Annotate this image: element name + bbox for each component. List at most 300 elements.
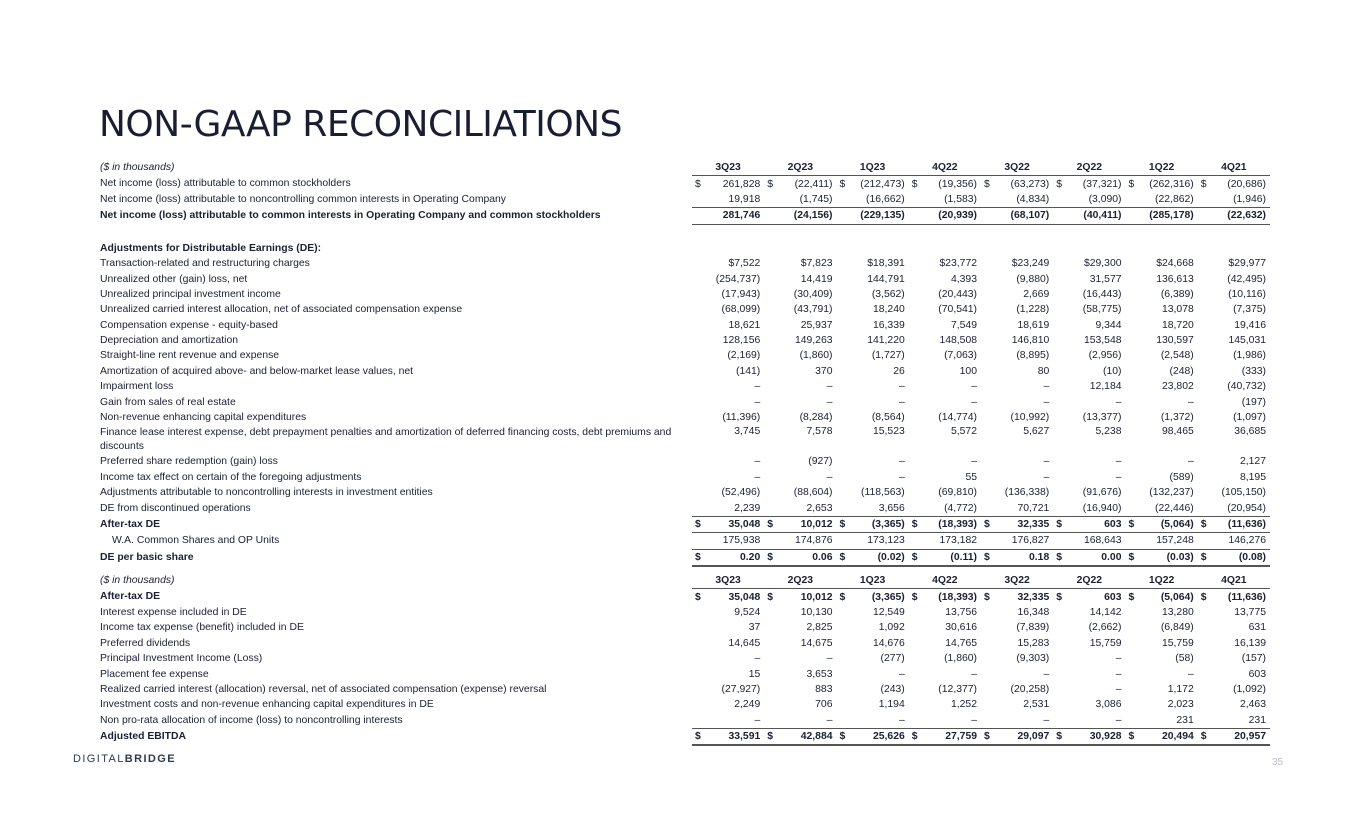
value-cell (837, 208, 909, 224)
value: (18,393) (938, 519, 977, 530)
value-cell (1198, 410, 1270, 425)
value: 18,619 (1017, 319, 1050, 331)
value: (22,446) (1155, 502, 1194, 514)
value: 30,928 (1089, 731, 1122, 743)
value: – (1115, 396, 1122, 408)
value: 18,621 (728, 319, 761, 331)
value: 14,419 (800, 273, 833, 285)
value-cell (1126, 302, 1198, 317)
empty-cell (692, 241, 764, 256)
value: 15 (748, 668, 761, 680)
value-cell (981, 208, 1053, 224)
value: 231 (1248, 714, 1266, 726)
value: 14,765 (945, 637, 977, 649)
row-label: Adjustments attributable to noncontrolling interests in investment entities (100, 487, 433, 499)
value-cell (1053, 636, 1125, 651)
value-cell (764, 287, 836, 302)
value-cell (1126, 208, 1198, 224)
value: 2,531 (1023, 699, 1050, 711)
value: (6,849) (1160, 622, 1194, 634)
value-cell (1198, 364, 1270, 379)
value-cell (1053, 620, 1125, 635)
value: (157) (1241, 653, 1266, 665)
period-header: 2Q23 (764, 573, 836, 589)
value-cell (981, 425, 1053, 454)
value: (68,107) (1010, 210, 1050, 222)
value: – (898, 668, 905, 680)
value: (1,097) (1233, 412, 1266, 424)
value-cell (837, 348, 909, 363)
value-cell (909, 287, 981, 302)
value-cell (837, 549, 909, 566)
value: (0.03) (1166, 551, 1194, 563)
value: $23,772 (939, 258, 977, 270)
value: 1,252 (950, 699, 977, 711)
value-cell (692, 287, 764, 302)
value-cell (692, 651, 764, 666)
value: (9,303) (1016, 653, 1050, 665)
dollar-sign: $ (984, 519, 990, 530)
value-cell (1126, 318, 1198, 333)
value-cell (981, 636, 1053, 651)
value-cell (909, 549, 981, 566)
dollar-sign: $ (695, 178, 701, 190)
table-row (98, 176, 1270, 192)
adjusted-ebitda-row (98, 728, 1270, 745)
value: 25,937 (800, 319, 833, 331)
value-cell (981, 271, 1053, 286)
value-cell (1198, 192, 1270, 208)
row-label: DE from discontinued operations (100, 502, 251, 514)
dollar-sign: $ (767, 591, 774, 603)
value: 33,591 (728, 731, 761, 743)
value-cell (1126, 682, 1198, 697)
value: (22,411) (794, 178, 833, 190)
value-cell (764, 192, 836, 208)
value: (7,375) (1233, 304, 1266, 316)
value-cell (909, 271, 981, 286)
value-cell (981, 485, 1053, 500)
value: 145,031 (1228, 335, 1266, 347)
table-row (98, 364, 1270, 379)
value-cell (981, 533, 1053, 549)
value-cell (981, 410, 1053, 425)
value-cell (837, 318, 909, 333)
value: (4,772) (944, 502, 977, 514)
value-cell (1126, 364, 1198, 379)
value-cell (837, 333, 909, 348)
value-cell (909, 605, 981, 620)
value-cell (764, 348, 836, 363)
value: – (826, 396, 833, 408)
value-cell (764, 256, 836, 271)
value-cell (764, 651, 836, 666)
value-cell (837, 500, 909, 516)
value-cell (1198, 394, 1270, 409)
row-label: Unrealized other (gain) loss, net (100, 273, 248, 285)
value: 149,263 (794, 335, 833, 347)
value-cell (909, 348, 981, 363)
value-cell (1198, 333, 1270, 348)
value: 2,825 (806, 622, 833, 634)
value: (10) (1103, 365, 1122, 377)
spacer-row (98, 224, 1270, 241)
dollar-sign: $ (1128, 591, 1135, 603)
dollar-sign: $ (1056, 178, 1063, 190)
value-cell (1198, 287, 1270, 302)
value: 19,416 (1234, 319, 1266, 331)
value: 20,494 (1161, 731, 1194, 743)
header-row (98, 160, 1270, 176)
value: (8,895) (1016, 350, 1050, 362)
value-cell (981, 302, 1053, 317)
period-header: 4Q22 (909, 573, 981, 589)
value-cell (1198, 425, 1270, 454)
row-label: Gain from sales of real estate (100, 396, 236, 408)
value-cell (1198, 379, 1270, 394)
value: (58,775) (1082, 304, 1122, 316)
value-cell (1053, 176, 1125, 192)
value: (43,791) (793, 304, 833, 316)
value-cell (1198, 500, 1270, 516)
value-cell (692, 549, 764, 566)
value: 20,957 (1234, 731, 1266, 743)
value: 7,549 (950, 319, 977, 331)
value: 168,643 (1083, 535, 1122, 547)
value-cell (837, 713, 909, 729)
value: – (826, 471, 833, 483)
value-cell (1053, 485, 1125, 500)
value: 146,810 (1011, 335, 1050, 347)
value: 231 (1176, 714, 1194, 726)
table-row (98, 302, 1270, 317)
value-cell (1198, 636, 1270, 651)
value: 12,184 (1089, 381, 1122, 393)
value-cell (1198, 318, 1270, 333)
value-cell (764, 682, 836, 697)
value-cell (1198, 713, 1270, 729)
value: (11,636) (1227, 591, 1266, 603)
period-header: 1Q22 (1126, 160, 1198, 176)
period-header: 3Q22 (981, 160, 1053, 176)
value-cell (1053, 410, 1125, 425)
value-cell (1053, 208, 1125, 224)
value-cell (764, 533, 836, 549)
value: – (754, 471, 761, 483)
empty-cell (837, 241, 909, 256)
dollar-sign: $ (839, 551, 846, 563)
value: 2,127 (1239, 456, 1266, 468)
value-cell (909, 470, 981, 485)
distributable-earnings-table (98, 160, 1270, 567)
value: (3,365) (871, 519, 905, 530)
period-header: 2Q22 (1053, 573, 1125, 589)
table-row (98, 425, 1270, 454)
value-cell (1198, 682, 1270, 697)
value: (141) (735, 365, 761, 377)
period-header: 4Q21 (1198, 160, 1270, 176)
value-cell (1126, 454, 1198, 469)
value-cell (764, 410, 836, 425)
value: 174,876 (794, 535, 833, 547)
period-header: 3Q23 (692, 160, 764, 176)
value: 0.06 (812, 551, 833, 563)
value: 14,645 (728, 637, 761, 649)
value-cell (837, 410, 909, 425)
row-label: Impairment loss (100, 381, 174, 393)
dollar-sign: $ (839, 519, 846, 530)
value: (1,745) (799, 193, 833, 205)
dollar-sign: $ (984, 178, 990, 190)
value-cell (909, 620, 981, 635)
dollar-sign: $ (984, 591, 990, 603)
value-cell (692, 533, 764, 549)
value-cell (909, 364, 981, 379)
value-cell (692, 485, 764, 500)
value: $18,391 (867, 258, 905, 270)
value: – (898, 456, 905, 468)
table-row (98, 470, 1270, 485)
value: – (1043, 471, 1050, 483)
value: (9,880) (1016, 273, 1050, 285)
value: 16,139 (1234, 637, 1266, 649)
value: (2,169) (727, 350, 761, 362)
dollar-sign: $ (911, 519, 918, 530)
value-cell (837, 589, 909, 605)
value: 70,721 (1017, 502, 1050, 514)
value-cell (1126, 256, 1198, 271)
table-row (98, 333, 1270, 348)
value-cell (1126, 394, 1198, 409)
value: 9,344 (1095, 319, 1122, 331)
value: 1,172 (1167, 683, 1194, 695)
value: (333) (1241, 365, 1266, 377)
adjusted-ebitda-table (98, 573, 1270, 746)
value-cell (1053, 394, 1125, 409)
dollar-sign: $ (767, 178, 774, 190)
value-cell (981, 287, 1053, 302)
value-cell (1053, 192, 1125, 208)
value-cell (1126, 549, 1198, 566)
value-cell (1198, 485, 1270, 500)
value: 176,827 (1011, 535, 1050, 547)
value-cell (837, 728, 909, 745)
value-cell (1198, 470, 1270, 485)
value: 2,249 (734, 699, 761, 711)
value: – (754, 653, 761, 665)
value: 3,086 (1095, 699, 1122, 711)
value-cell (981, 192, 1053, 208)
value: (20,939) (938, 210, 977, 222)
value: (254,737) (715, 273, 761, 285)
table-row (98, 636, 1270, 651)
value: (118,563) (861, 487, 905, 499)
value: (30,409) (793, 288, 833, 300)
value-cell (909, 425, 981, 454)
value: (20,258) (1010, 683, 1050, 695)
value: (22,632) (1227, 210, 1266, 222)
value-cell (1198, 271, 1270, 286)
row-label: Interest expense included in DE (100, 606, 247, 618)
value-cell (1053, 470, 1125, 485)
value-cell (764, 364, 836, 379)
table-row (98, 682, 1270, 697)
value-cell (909, 636, 981, 651)
value-cell (837, 533, 909, 549)
page-title: NON-GAAP RECONCILIATIONS (99, 104, 622, 145)
row-label: Compensation expense - equity-based (100, 319, 278, 331)
value-cell (837, 697, 909, 712)
value: – (898, 396, 905, 408)
period-header: 4Q22 (909, 160, 981, 176)
value: 13,280 (1161, 606, 1194, 618)
value: (212,473) (860, 178, 905, 190)
value-cell (1053, 302, 1125, 317)
value-cell (1198, 208, 1270, 224)
value: (69,810) (938, 487, 977, 499)
value-cell (1053, 697, 1125, 712)
table-row (98, 379, 1270, 394)
value: – (1043, 396, 1050, 408)
value: 29,097 (1017, 731, 1050, 743)
dollar-sign: $ (984, 731, 990, 743)
value: (1,092) (1233, 683, 1266, 695)
value-cell (764, 208, 836, 224)
row-label: Transaction-related and restructuring charges (100, 258, 310, 270)
value: 603 (1104, 519, 1122, 530)
value-cell (909, 176, 981, 192)
value: (277) (880, 653, 905, 665)
value: (70,541) (938, 304, 977, 316)
value-cell (692, 454, 764, 469)
value: 4,393 (950, 273, 977, 285)
value-cell (909, 410, 981, 425)
value: – (1187, 668, 1194, 680)
value-cell (909, 333, 981, 348)
value: 100 (959, 365, 977, 377)
value-cell (692, 682, 764, 697)
value: (20,686) (1227, 178, 1266, 190)
dollar-sign: $ (1200, 731, 1207, 743)
value-cell (837, 682, 909, 697)
value-cell (1126, 176, 1198, 192)
value: (12,377) (938, 683, 977, 695)
dollar-sign: $ (1200, 519, 1207, 530)
row-label: Non pro-rata allocation of income (loss) to noncontrolling interests (100, 714, 403, 726)
value: 631 (1248, 622, 1266, 634)
value: (24,156) (793, 210, 833, 222)
value: 5,627 (1023, 426, 1050, 438)
value: 148,508 (939, 335, 977, 347)
value: (1,860) (944, 653, 977, 665)
value: 18,720 (1161, 319, 1194, 331)
value-cell (981, 500, 1053, 516)
value-cell (692, 728, 764, 745)
value-cell (1198, 348, 1270, 363)
value: (2,956) (1088, 350, 1122, 362)
value-cell (909, 589, 981, 605)
value-cell (837, 485, 909, 500)
value: (20,443) (938, 288, 977, 300)
value: 25,626 (872, 731, 905, 743)
value: – (898, 714, 905, 726)
value-cell (1126, 425, 1198, 454)
value: (6,389) (1160, 288, 1194, 300)
value: 128,156 (722, 335, 761, 347)
value: 7,578 (806, 426, 833, 438)
value-cell (981, 549, 1053, 566)
value: – (754, 396, 761, 408)
value: (5,064) (1160, 591, 1194, 603)
value: – (971, 396, 977, 408)
dollar-sign: $ (695, 519, 701, 530)
de-per-share-row (98, 549, 1270, 566)
value: 9,524 (734, 606, 761, 618)
unit-label: ($ in thousands) (100, 575, 175, 587)
value: (5,064) (1160, 519, 1194, 530)
row-label: Income tax expense (benefit) included in DE (100, 622, 304, 634)
value-cell (764, 176, 836, 192)
value: 55 (965, 471, 977, 483)
value-cell (837, 302, 909, 317)
value: (132,237) (1149, 487, 1194, 499)
period-header: 1Q23 (837, 160, 909, 176)
value: $7,522 (728, 258, 761, 270)
value-cell (1126, 713, 1198, 729)
value-cell (837, 651, 909, 666)
value-cell (837, 379, 909, 394)
value-cell (764, 636, 836, 651)
dollar-sign: $ (695, 551, 701, 563)
value: – (971, 668, 977, 680)
dollar-sign: $ (695, 591, 701, 603)
value: 14,142 (1089, 606, 1122, 618)
value-cell (981, 666, 1053, 681)
value: 13,756 (945, 606, 977, 618)
value: 883 (815, 683, 833, 695)
table-row (98, 287, 1270, 302)
value-cell (1126, 636, 1198, 651)
value-cell (692, 364, 764, 379)
value-cell (692, 379, 764, 394)
value: (8,564) (871, 412, 905, 424)
value: – (1187, 456, 1194, 468)
dollar-sign: $ (1128, 731, 1135, 743)
value: 146,276 (1228, 535, 1266, 547)
value-cell (837, 364, 909, 379)
value-cell (1053, 605, 1125, 620)
value-cell (909, 318, 981, 333)
value-cell (764, 713, 836, 729)
value: 8,195 (1239, 471, 1266, 483)
value-cell (692, 620, 764, 635)
value: (27,927) (721, 683, 761, 695)
row-label: Net income (loss) attributable to common stockholders (100, 178, 351, 190)
value-cell (909, 651, 981, 666)
period-header: 1Q23 (837, 573, 909, 589)
value-cell (1126, 485, 1198, 500)
value: 1,092 (878, 622, 905, 634)
value-cell (1126, 697, 1198, 712)
row-label: Depreciation and amortization (100, 335, 239, 347)
value-cell (764, 454, 836, 469)
value-cell (692, 516, 764, 532)
value: (18,393) (938, 591, 977, 603)
value-cell (692, 192, 764, 208)
after-tax-de-row (98, 589, 1270, 605)
table-row (98, 454, 1270, 469)
value-cell (909, 208, 981, 224)
